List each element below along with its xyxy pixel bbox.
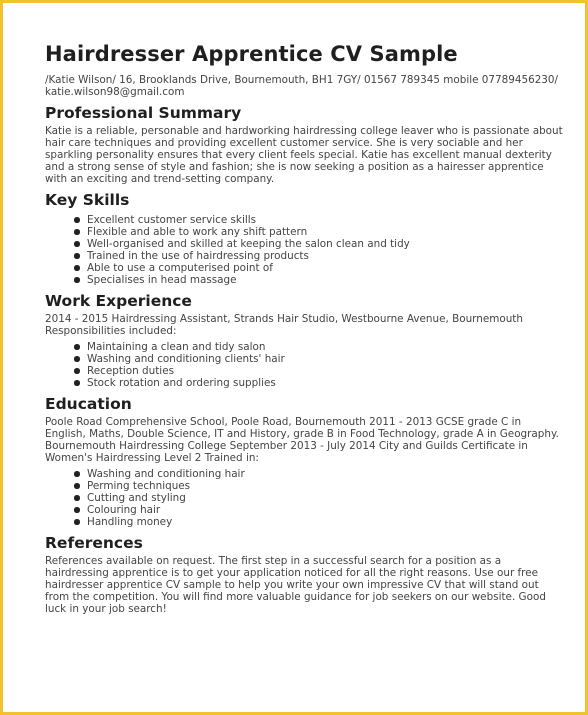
list-item: Perming techniques [87,480,565,492]
experience-text: 2014 - 2015 Hairdressing Assistant, Strands Hair Studio, Westbourne Avenue, Bournemouth Responsibilities included: [45,313,523,337]
contact-details: /Katie Wilson/ 16, Brooklands Drive, Bournemouth, BH1 7GY/ 01567 789345 mobile 07789456230/ katie.wilson98@gmail.com [45,74,559,98]
document-title: Hairdresser Apprentice CV Sample [45,42,458,66]
section-key-skills [45,190,565,286]
section-heading: Education [45,395,132,413]
list-item: Handling money [87,516,565,528]
section-education [45,394,565,528]
cv-document [45,41,565,615]
section-work-experience [45,291,565,389]
list-item: Specialises in head massage [87,274,565,286]
responsibilities-list [45,341,565,389]
list-item: Flexible and able to work any shift pattern [87,226,565,238]
list-item: Able to use a computerised point of [87,262,565,274]
list-item: Maintaining a clean and tidy salon [87,341,565,353]
list-item: Colouring hair [87,504,565,516]
list-item: Cutting and styling [87,492,565,504]
section-references [45,533,565,615]
education-text: Poole Road Comprehensive School, Poole Road, Bournemouth 2011 - 2013 GCSE grade C in English, Maths, Double Science, IT and History, grade B in Food Technology, grade A in Geography. Bournemouth Hairdressing College September 2013 - July 2014 City and Guilds Certificate in Women's Hairdressing Level 2 Trained in: [45,416,559,464]
list-item: Washing and conditioning clients' hair [87,353,565,365]
list-item: Excellent customer service skills [87,214,565,226]
list-item: Stock rotation and ordering supplies [87,377,565,389]
section-heading: References [45,534,143,552]
section-heading: Key Skills [45,191,130,209]
list-item: Well-organised and skilled at keeping the salon clean and tidy [87,238,565,250]
list-item: Reception duties [87,365,565,377]
section-heading: Professional Summary [45,104,242,122]
section-heading: Work Experience [45,292,192,310]
references-text: References available on request. The first step in a successful search for a position as a hairdressing apprentice is to get your application noticed for all the right reasons. Use our free hairdresser apprentice CV sample to help you write your own impressive CV that will stand out from the competition. You will find more valuable guidance for job seekers on our website. Good luck in your job search! [45,555,546,615]
list-item: Washing and conditioning hair [87,468,565,480]
section-professional-summary [45,103,565,185]
summary-text: Katie is a reliable, personable and hardworking hairdressing college leaver who is passionate about hair care techniques and providing excellent customer service. She is very sociable and her sparkling personality ensures that every client feels special. Katie has excellent manual dexterity and a strong sense of style and fashion; she is now seeking a position as a hairesser apprentice with an exciting and trend-setting company. [45,125,563,185]
training-list [45,468,565,528]
list-item: Trained in the use of hairdressing products [87,250,565,262]
skills-list [45,214,565,286]
